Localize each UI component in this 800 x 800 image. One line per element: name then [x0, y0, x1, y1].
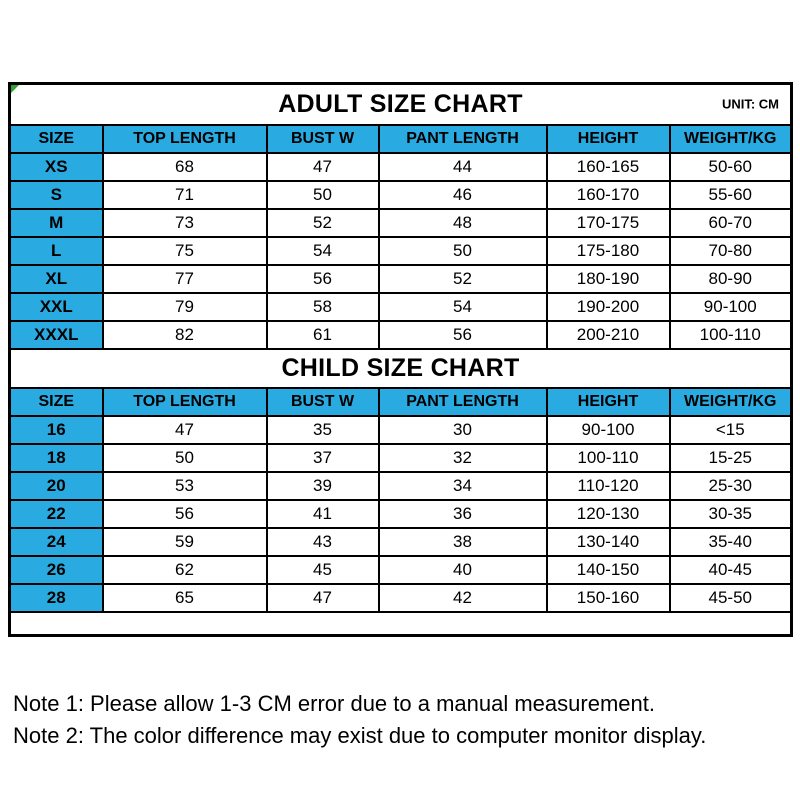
table-cell: 53 — [103, 472, 267, 500]
table-cell: 79 — [103, 293, 267, 321]
table-cell: 15-25 — [670, 444, 792, 472]
table-cell: 46 — [379, 181, 547, 209]
child-chart-title: CHILD SIZE CHART — [281, 353, 520, 382]
adult-col-header-top-length: TOP LENGTH — [103, 125, 267, 153]
table-cell: 150-160 — [547, 584, 670, 612]
table-row-22 — [10, 500, 792, 528]
table-cell: 180-190 — [547, 265, 670, 293]
table-cell: 120-130 — [547, 500, 670, 528]
table-cell: 55-60 — [670, 181, 792, 209]
table-cell: 73 — [103, 209, 267, 237]
table-cell: 56 — [379, 321, 547, 349]
table-cell: 75 — [103, 237, 267, 265]
child-col-header-height: HEIGHT — [547, 388, 670, 416]
adult-col-header-size: SIZE — [10, 125, 103, 153]
unit-label: UNIT: CM — [721, 96, 779, 112]
notes-block — [13, 692, 706, 756]
table-cell: 71 — [103, 181, 267, 209]
table-cell: 190-200 — [547, 293, 670, 321]
child-title-cell — [10, 349, 792, 388]
table-row-18 — [10, 444, 792, 472]
table-cell: 52 — [267, 209, 379, 237]
table-cell: 77 — [103, 265, 267, 293]
row-size-label: L — [10, 237, 103, 265]
child-col-header-weight: WEIGHT/KG — [670, 388, 792, 416]
table-cell: 100-110 — [670, 321, 792, 349]
table-cell: 45-50 — [670, 584, 792, 612]
table-cell: 62 — [103, 556, 267, 584]
row-size-label: 24 — [10, 528, 103, 556]
row-size-label: 16 — [10, 416, 103, 444]
table-cell: 25-30 — [670, 472, 792, 500]
table-cell: 47 — [267, 584, 379, 612]
table-cell: 175-180 — [547, 237, 670, 265]
table-cell: 38 — [379, 528, 547, 556]
table-row-xl — [10, 265, 792, 293]
table-cell: 65 — [103, 584, 267, 612]
child-col-header-top-length: TOP LENGTH — [103, 388, 267, 416]
adult-col-header-weight: WEIGHT/KG — [670, 125, 792, 153]
empty-footer-row — [10, 612, 792, 636]
table-cell: 40-45 — [670, 556, 792, 584]
adult-title-row — [10, 84, 792, 125]
table-cell: 56 — [103, 500, 267, 528]
table-cell: 30-35 — [670, 500, 792, 528]
table-cell: 170-175 — [547, 209, 670, 237]
row-size-label: 26 — [10, 556, 103, 584]
child-title-row — [10, 349, 792, 388]
table-cell: 35-40 — [670, 528, 792, 556]
table-cell: 200-210 — [547, 321, 670, 349]
note-2: Note 2: The color difference may exist due to computer monitor display. — [13, 723, 707, 749]
table-cell: 34 — [379, 472, 547, 500]
row-size-label: XS — [10, 153, 103, 181]
table-cell: 44 — [379, 153, 547, 181]
note-1: Note 1: Please allow 1-3 CM error due to a manual measurement. — [13, 691, 655, 716]
adult-title-cell — [10, 84, 792, 125]
table-cell: 60-70 — [670, 209, 792, 237]
table-row-16 — [10, 416, 792, 444]
table-row-xxl — [10, 293, 792, 321]
table-row-20 — [10, 472, 792, 500]
child-header-row — [10, 388, 792, 416]
table-cell: 50 — [379, 237, 547, 265]
size-chart-table — [8, 82, 793, 637]
table-cell: 110-120 — [547, 472, 670, 500]
table-cell: 50-60 — [670, 153, 792, 181]
table-cell: 50 — [267, 181, 379, 209]
table-cell: 70-80 — [670, 237, 792, 265]
table-cell: 90-100 — [670, 293, 792, 321]
table-cell: <15 — [670, 416, 792, 444]
table-cell: 39 — [267, 472, 379, 500]
child-col-header-pant-length: PANT LENGTH — [379, 388, 547, 416]
table-cell: 80-90 — [670, 265, 792, 293]
adult-chart-title: ADULT SIZE CHART — [278, 89, 523, 118]
table-row-xs — [10, 153, 792, 181]
adult-col-header-height: HEIGHT — [547, 125, 670, 153]
table-cell: 61 — [267, 321, 379, 349]
row-size-label: XXXL — [10, 321, 103, 349]
table-row-m — [10, 209, 792, 237]
table-cell: 140-150 — [547, 556, 670, 584]
child-col-header-size: SIZE — [10, 388, 103, 416]
table-cell: 130-140 — [547, 528, 670, 556]
table-cell: 100-110 — [547, 444, 670, 472]
table-cell: 47 — [103, 416, 267, 444]
empty-cell — [10, 612, 792, 636]
table-cell: 68 — [103, 153, 267, 181]
table-cell: 90-100 — [547, 416, 670, 444]
adult-col-header-bust-w: BUST W — [267, 125, 379, 153]
table-cell: 160-165 — [547, 153, 670, 181]
table-cell: 50 — [103, 444, 267, 472]
row-size-label: 18 — [10, 444, 103, 472]
table-cell: 45 — [267, 556, 379, 584]
table-cell: 35 — [267, 416, 379, 444]
size-chart-board — [8, 82, 793, 637]
row-size-label: 28 — [10, 584, 103, 612]
table-cell: 37 — [267, 444, 379, 472]
table-row-l — [10, 237, 792, 265]
table-cell: 30 — [379, 416, 547, 444]
table-cell: 82 — [103, 321, 267, 349]
table-cell: 42 — [379, 584, 547, 612]
row-size-label: XXL — [10, 293, 103, 321]
table-cell: 47 — [267, 153, 379, 181]
table-row-s — [10, 181, 792, 209]
row-size-label: 22 — [10, 500, 103, 528]
row-size-label: S — [10, 181, 103, 209]
table-cell: 40 — [379, 556, 547, 584]
table-row-28 — [10, 584, 792, 612]
adult-header-row — [10, 125, 792, 153]
child-col-header-bust-w: BUST W — [267, 388, 379, 416]
table-row-xxxl — [10, 321, 792, 349]
table-cell: 41 — [267, 500, 379, 528]
table-cell: 58 — [267, 293, 379, 321]
row-size-label: XL — [10, 265, 103, 293]
green-corner-mark — [11, 85, 19, 93]
table-cell: 52 — [379, 265, 547, 293]
table-cell: 32 — [379, 444, 547, 472]
table-row-26 — [10, 556, 792, 584]
table-row-24 — [10, 528, 792, 556]
adult-col-header-pant-length: PANT LENGTH — [379, 125, 547, 153]
table-cell: 54 — [379, 293, 547, 321]
row-size-label: M — [10, 209, 103, 237]
table-cell: 160-170 — [547, 181, 670, 209]
table-cell: 43 — [267, 528, 379, 556]
table-cell: 48 — [379, 209, 547, 237]
table-cell: 36 — [379, 500, 547, 528]
table-cell: 54 — [267, 237, 379, 265]
row-size-label: 20 — [10, 472, 103, 500]
table-cell: 59 — [103, 528, 267, 556]
table-cell: 56 — [267, 265, 379, 293]
